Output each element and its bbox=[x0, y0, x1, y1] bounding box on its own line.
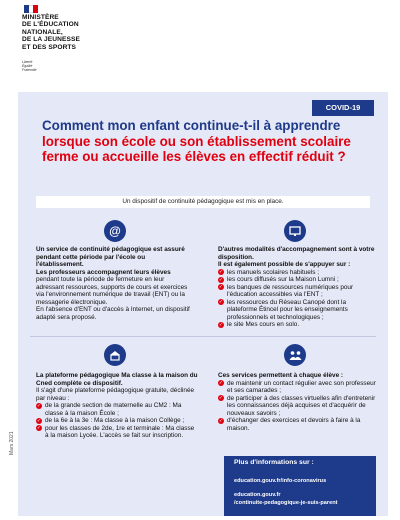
section-lead: Il s'agit d'une plateforme pédagogique gratuite, déclinée par niveau : bbox=[36, 387, 195, 402]
list-item: ✓ pour les classes de 2de, 1re et terminale : Ma classe à la maison Lycée. L'accès se fait sur inscription. bbox=[36, 424, 195, 439]
section-intro: D'autres modalités d'accompagnement sont à votre disposition. bbox=[218, 246, 375, 261]
covid-badge: COVID-19 bbox=[312, 100, 374, 116]
title-blue: Comment mon enfant continue-t-il à apprendre bbox=[42, 118, 341, 133]
section-intro: Un service de continuité pédagogique est assuré pendant cette période par l'école ou l'établissement. bbox=[36, 246, 185, 268]
list-item: ✓ de maintenir un contact régulier avec son professeur et ses camarades ; bbox=[218, 379, 376, 394]
check-icon: ✓ bbox=[218, 269, 224, 275]
motto-line: Égalité bbox=[22, 64, 33, 68]
french-flag bbox=[24, 5, 38, 13]
ministry-line: MINISTÈRE bbox=[22, 14, 59, 21]
page-title bbox=[42, 118, 372, 165]
section-student-benefits bbox=[218, 372, 376, 432]
title-red: lorsque son école ou son établissement scolaire ferme ou accueille les élèves en effectif réduit ? bbox=[42, 133, 351, 165]
section-text: pendant toute la période de fermeture en leur adressant ressources, supports de cours et exercices via l'environnement numérique de travail (ENT) ou la messagerie électronique. bbox=[36, 276, 188, 306]
list-item: ✓ les manuels scolaires habituels ; bbox=[218, 268, 319, 276]
ministry-line: ET DES SPORTS bbox=[22, 43, 77, 51]
section-other-resources bbox=[218, 246, 376, 329]
section-title: La plateforme pédagogique Ma classe à la maison du Cned complète ce dispositif. bbox=[36, 372, 198, 387]
ministry-line: NATIONALE, bbox=[22, 28, 63, 36]
list-item: ✓ les banques de ressources numériques pour l'éducation accessibles via l'ENT ; bbox=[218, 283, 354, 298]
people-hands-icon bbox=[284, 344, 306, 366]
check-icon: ✓ bbox=[218, 321, 224, 328]
section-cned-platform bbox=[36, 372, 198, 440]
check-icon: ✓ bbox=[218, 299, 224, 305]
monitor-icon bbox=[284, 220, 306, 242]
list-item: ✓ de la 6e à la 3e : Ma classe à la maison Collège ; bbox=[36, 417, 185, 424]
info-link[interactable]: education.gouv.fr/info-coronavirus bbox=[234, 478, 327, 484]
ministry-line: DE LA JEUNESSE bbox=[22, 36, 80, 44]
list-item: ✓ de la grande section de maternelle au CM2 : Ma classe à la maison École ; bbox=[36, 402, 182, 417]
ministry-line: DE L'ÉDUCATION bbox=[22, 21, 79, 29]
list-item: ✓ de participer à des classes virtuelles afin d'entretenir les connaissances déjà acquises et d'acquérir de nouveaux savoirs ; bbox=[218, 394, 376, 417]
check-icon: ✓ bbox=[36, 417, 42, 424]
info-card bbox=[18, 92, 388, 516]
check-icon: ✓ bbox=[218, 284, 224, 290]
info-link[interactable]: education.gouv.fr bbox=[234, 492, 281, 498]
more-info-box bbox=[224, 459, 376, 516]
ministry-name bbox=[22, 14, 80, 51]
check-icon: ✓ bbox=[218, 380, 224, 386]
list-item: ✓ les ressources du Réseau Canopé dont la plateforme Étincel pour les enseignements professionnels et technologiques ; bbox=[218, 298, 348, 321]
check-icon: ✓ bbox=[218, 417, 224, 424]
section-teacher-support bbox=[36, 246, 194, 321]
section-lead: Il est également possible de s'appuyer sur : bbox=[218, 261, 351, 268]
section-title: Ces services permettent à chaque élève : bbox=[218, 372, 344, 379]
check-icon: ✓ bbox=[36, 402, 42, 409]
check-icon: ✓ bbox=[36, 425, 42, 431]
motto-line: Liberté bbox=[22, 60, 33, 64]
info-link[interactable]: /continuite-pedagogique-je-suis-parent bbox=[234, 500, 338, 506]
republic-motto bbox=[22, 60, 37, 72]
check-icon: ✓ bbox=[218, 276, 224, 283]
list-item: ✓ le site Mes cours en solo. bbox=[218, 321, 300, 328]
school-building-icon bbox=[104, 344, 126, 366]
subtitle-banner: Un dispositif de continuité pédagogique est mis en place. bbox=[36, 196, 370, 208]
motto-line: Fraternité bbox=[22, 68, 37, 72]
list-item: ✓ les cours diffusés sur la Maison Lumni ; bbox=[218, 276, 339, 283]
section-text: En l'absence d'ENT ou d'accès à Internet, un dispositif adapté sera proposé. bbox=[36, 306, 190, 321]
check-icon: ✓ bbox=[218, 395, 224, 401]
section-bold: Les professeurs accompagnent leurs élèves bbox=[36, 268, 171, 276]
at-sign-icon: @ bbox=[104, 220, 126, 242]
list-item: ✓ d'échanger des exercices et devoirs à faire à la maison. bbox=[218, 417, 361, 432]
section-divider bbox=[30, 336, 376, 337]
more-info-title: Plus d'informations sur : bbox=[224, 456, 376, 470]
publication-date: Mars 2021 bbox=[9, 431, 15, 455]
